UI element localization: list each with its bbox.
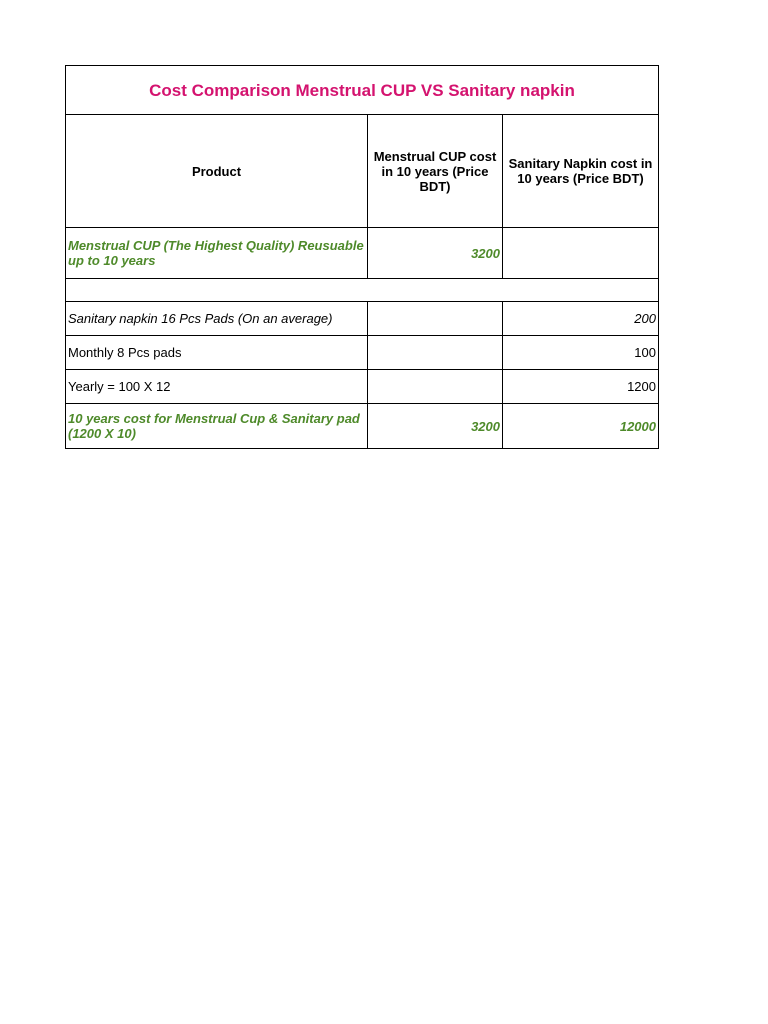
total-product-cell: 10 years cost for Menstrual Cup & Sanitary pad (1200 X 10): [66, 404, 368, 449]
yearly-cup-cost-cell: [368, 370, 503, 404]
cup-cup-cost-cell: 3200: [368, 228, 503, 279]
monthly-product-cell: Monthly 8 Pcs pads: [66, 336, 368, 370]
header-row: [66, 115, 659, 228]
table-row-monthly: [66, 336, 659, 370]
title-row: [66, 66, 659, 115]
napkin-pack-napkin-cost-cell: 200: [503, 302, 659, 336]
spacer-cell: [66, 279, 659, 302]
cup-product-cell: Menstrual CUP (The Highest Quality) Reusuable up to 10 years: [66, 228, 368, 279]
header-product: Product: [66, 115, 368, 228]
total-cup-cost-cell: 3200: [368, 404, 503, 449]
monthly-napkin-cost-cell: 100: [503, 336, 659, 370]
table-row-napkin-pack: [66, 302, 659, 336]
table-row-yearly: [66, 370, 659, 404]
table-row-spacer: [66, 279, 659, 302]
table-row-total: [66, 404, 659, 449]
cost-comparison-table: [65, 65, 659, 449]
cup-napkin-cost-cell: [503, 228, 659, 279]
yearly-napkin-cost-cell: 1200: [503, 370, 659, 404]
table-row-cup: [66, 228, 659, 279]
header-cup-cost: Menstrual CUP cost in 10 years (Price BDT): [368, 115, 503, 228]
cost-comparison-sheet: [65, 65, 658, 449]
monthly-cup-cost-cell: [368, 336, 503, 370]
header-napkin-cost: Sanitary Napkin cost in 10 years (Price BDT): [503, 115, 659, 228]
table-title: Cost Comparison Menstrual CUP VS Sanitary napkin: [66, 66, 659, 115]
napkin-pack-cup-cost-cell: [368, 302, 503, 336]
total-napkin-cost-cell: 12000: [503, 404, 659, 449]
napkin-pack-product-cell: Sanitary napkin 16 Pcs Pads (On an average): [66, 302, 368, 336]
yearly-product-cell: Yearly = 100 X 12: [66, 370, 368, 404]
